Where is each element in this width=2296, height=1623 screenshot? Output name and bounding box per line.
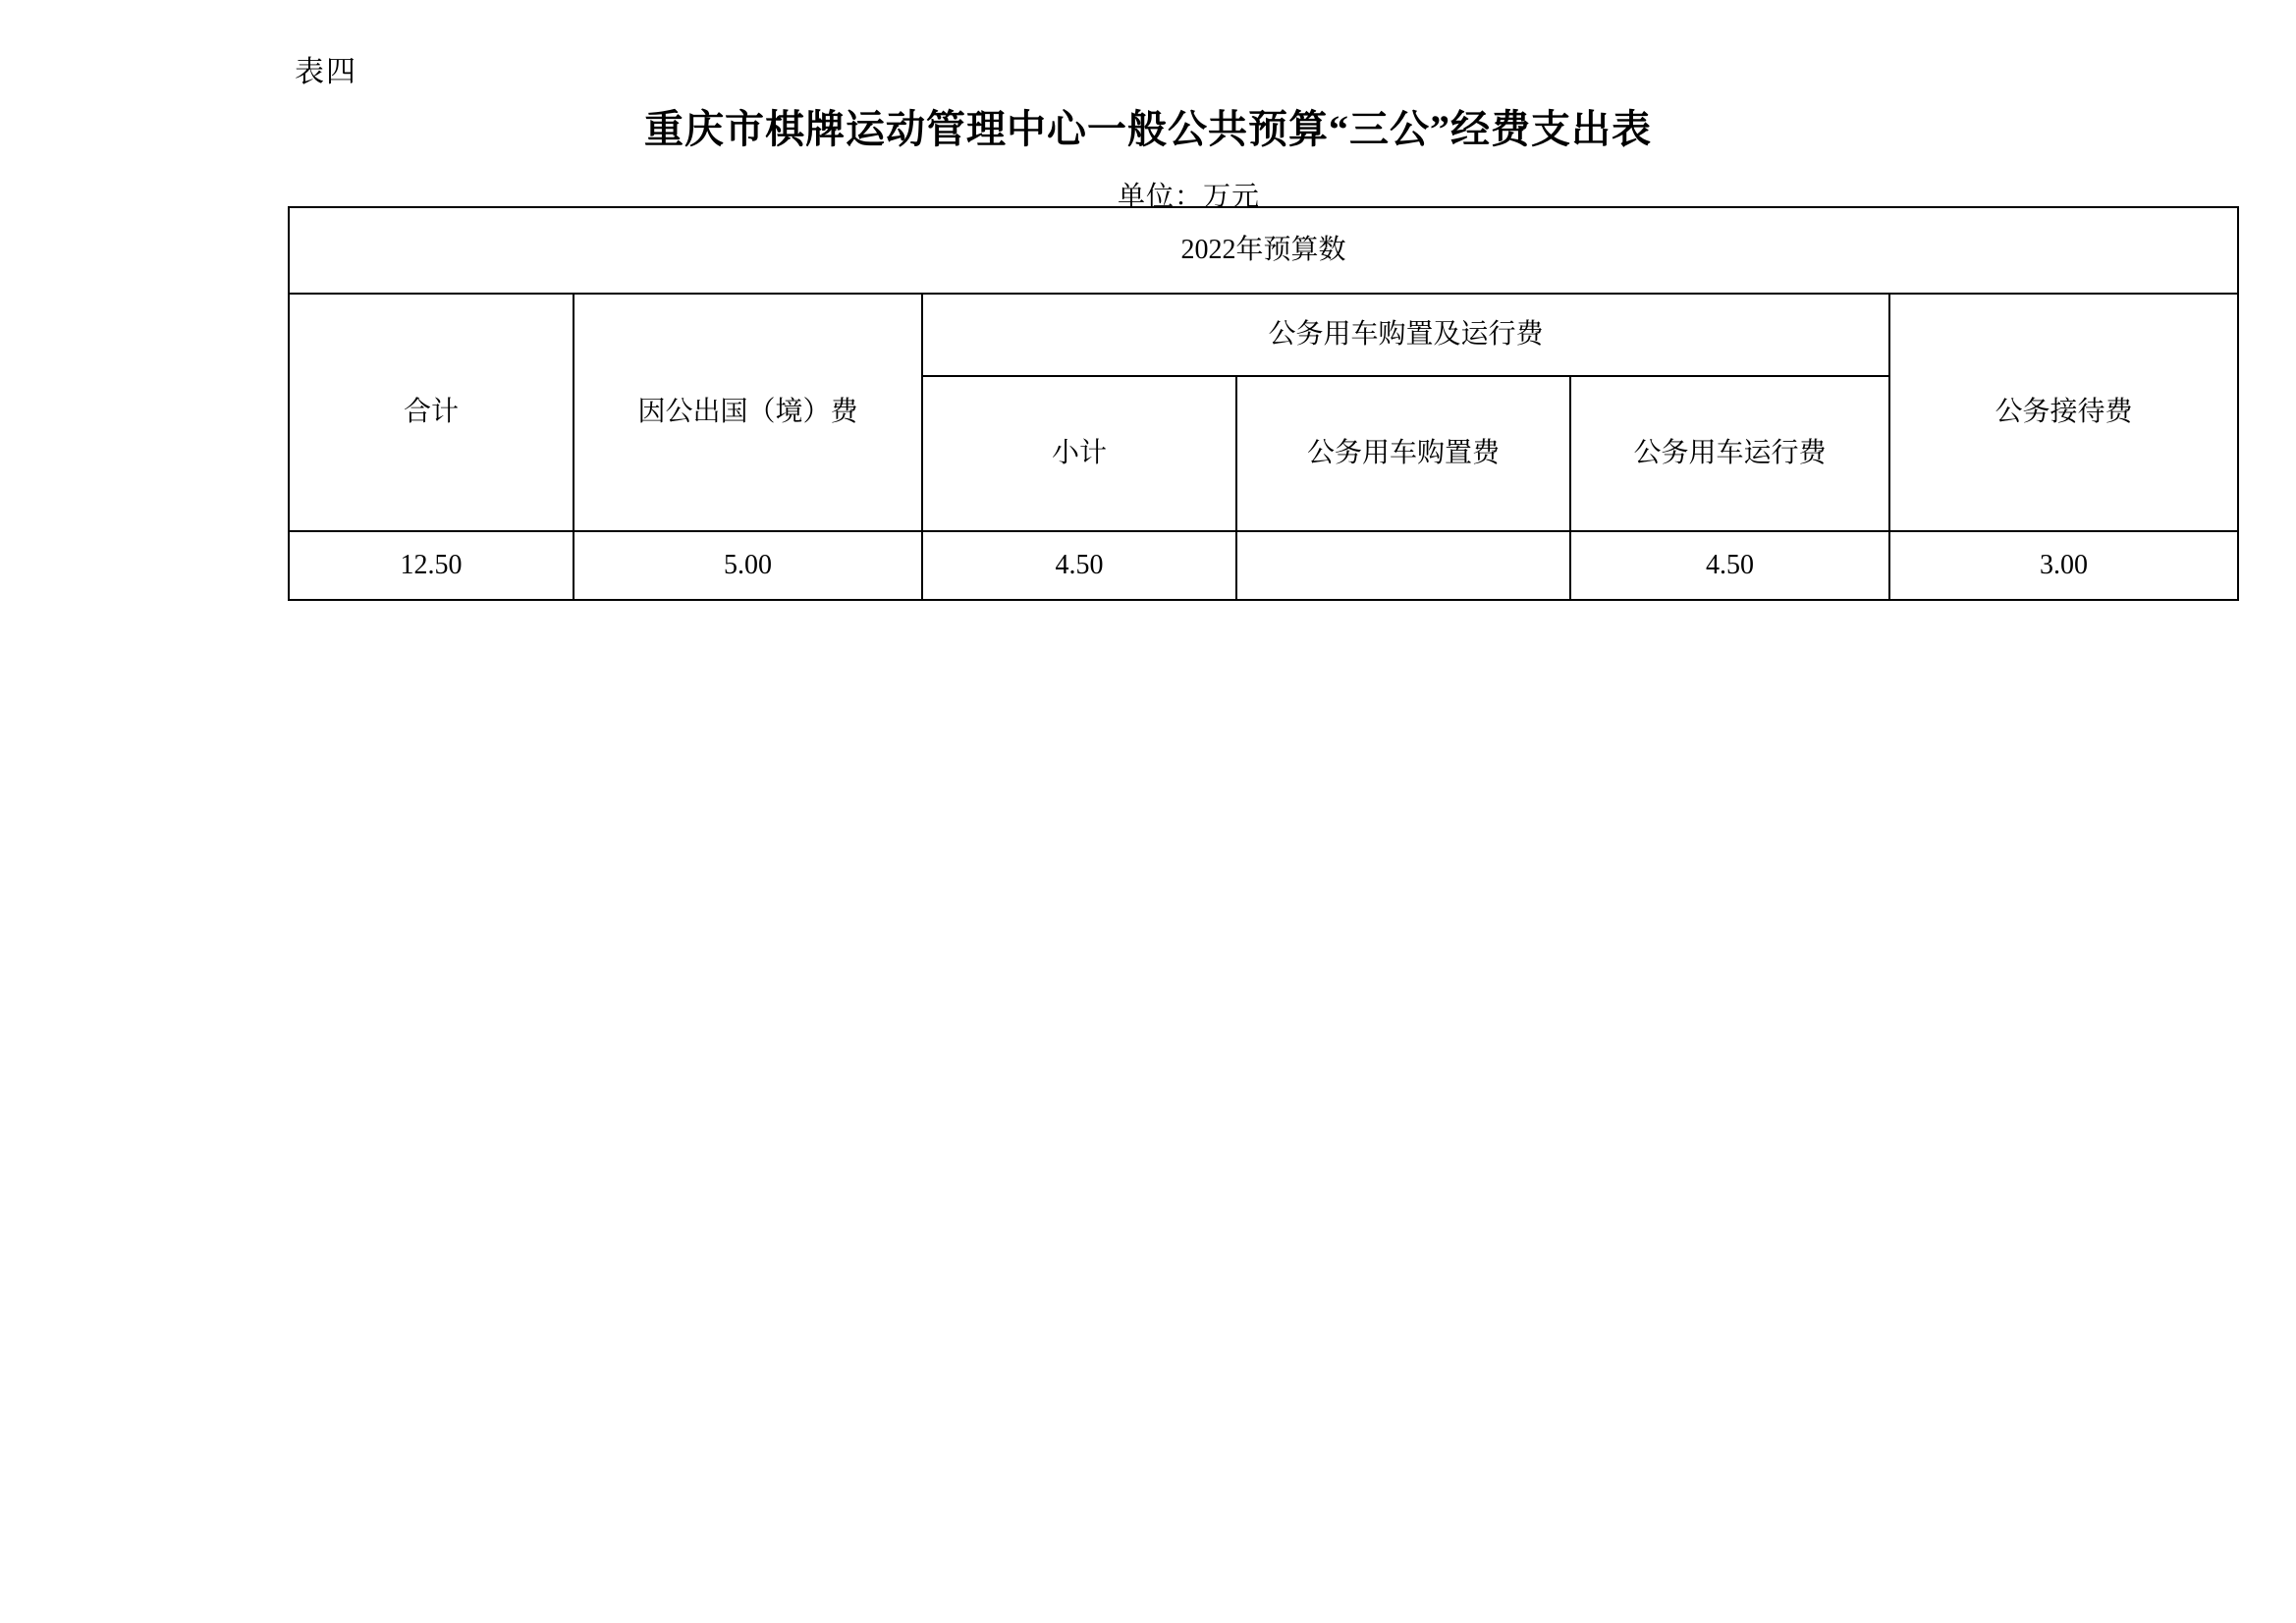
table-row [289, 531, 2238, 600]
page-title: 重庆市棋牌运动管理中心一般公共预算“三公”经费支出表 [644, 107, 1652, 151]
header-total: 合计 [289, 294, 574, 531]
header-vehicle-subtotal: 小计 [922, 376, 1236, 531]
header-vehicle-purchase: 公务用车购置费 [1236, 376, 1570, 531]
header-reception-expense: 公务接待费 [1889, 294, 2238, 531]
cell-vehicle-subtotal: 4.50 [922, 531, 1236, 600]
table-header-row-year [289, 207, 2238, 294]
cell-abroad-expense: 5.00 [574, 531, 922, 600]
cell-vehicle-purchase [1236, 531, 1570, 600]
header-vehicle-group: 公务用车购置及运行费 [922, 294, 1889, 376]
unit-label: 单位：万元 [1117, 182, 1260, 212]
table-header-row-groups [289, 294, 2238, 376]
header-abroad-expense: 因公出国（境）费 [574, 294, 922, 531]
budget-table [288, 206, 2239, 601]
budget-table-container [288, 206, 2133, 601]
cell-vehicle-operation: 4.50 [1570, 531, 1889, 600]
header-budget-year: 2022年预算数 [289, 207, 2238, 294]
cell-total: 12.50 [289, 531, 574, 600]
sheet-label: 表四 [295, 56, 357, 88]
cell-reception-expense: 3.00 [1889, 531, 2238, 600]
header-vehicle-operation: 公务用车运行费 [1570, 376, 1889, 531]
